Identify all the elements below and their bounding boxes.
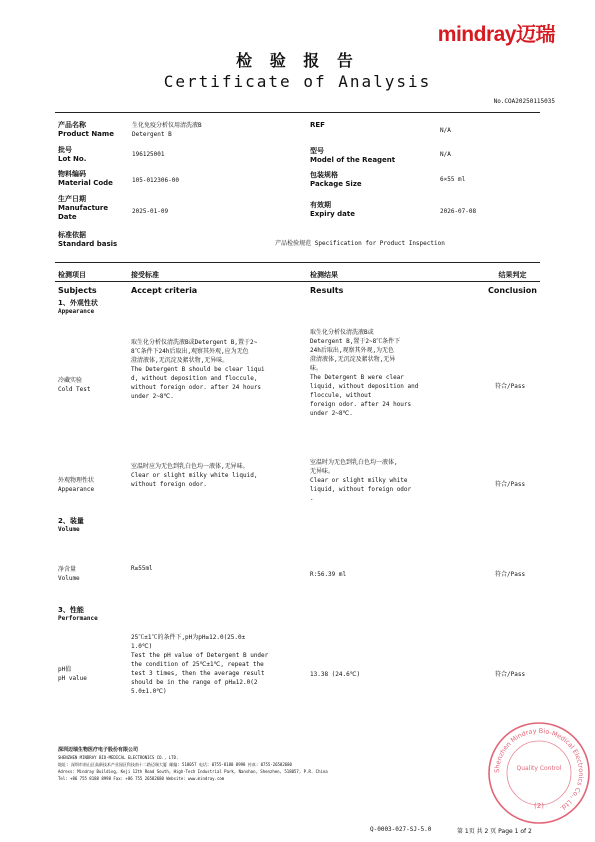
header-conclusion-cn: 结果判定 (498, 271, 527, 279)
table-row-criteria: R≥55ml (131, 565, 153, 572)
table-row-result: R:56.39 ml (310, 571, 347, 578)
company-name-en: SHENZHEN MINDRAY BIO-MEDICAL ELECTRONICS CO., LTD. (58, 755, 179, 760)
header-conclusion-en: Conclusion (488, 286, 537, 295)
header-subjects-en: Subjects (58, 286, 97, 295)
section-volume (58, 516, 84, 533)
section-title-en: Appearance (58, 308, 95, 315)
lot-cn: 批号 (58, 146, 72, 154)
model-value: N/A (440, 151, 451, 158)
header-conclusion (488, 270, 537, 295)
header-criteria-en: Accept criteria (131, 286, 198, 295)
address-cn: 地址: 深圳市南山区高新技术产业园区科技南十二路迈瑞大厦 邮编: 518057 电话: 0755-8188 8998 传真: 0755-26582680 (58, 762, 292, 767)
header-criteria-cn: 接受标准 (131, 271, 159, 279)
title-cn: 检 验 报 告 (236, 51, 359, 70)
table-row-conclusion: 符合/Pass (495, 671, 526, 678)
mindray-logo (438, 18, 555, 47)
address-en: Adress: Mindray Building, Keji 12th Road South, High-Tech Industrial Park, Nanshan, Shenzhen, 518057, P.R. China (58, 769, 328, 774)
std-cn: 标准依据 (58, 231, 86, 239)
std-value: 产品检验规范 Specification for Product Inspection (275, 240, 445, 247)
header-results (310, 270, 343, 295)
model-label (310, 146, 395, 164)
package-value: 6×55 ml (440, 176, 466, 183)
mfg-en: Manufacture Date (58, 204, 109, 221)
section-appearance (58, 298, 98, 315)
table-row-subject: 外观物理性状 Appearance (58, 477, 95, 493)
divider (55, 281, 540, 282)
product-name-en: Product Name (58, 130, 114, 138)
section-performance (58, 605, 98, 622)
stamp-ring-text: Shenzhen Mindray Bio-Medical Electronics Co., Ltd. (492, 726, 586, 813)
lot-value: 196125001 (132, 151, 165, 158)
expiry-value: 2026-07-08 (440, 208, 477, 215)
material-value: 105-012306-00 (132, 177, 179, 184)
table-row-conclusion: 符合/Pass (495, 383, 526, 390)
package-label (310, 170, 362, 188)
company-name-cn: 深圳迈瑞生物医疗电子股份有限公司 (58, 747, 139, 753)
report-number: No.COA20250115035 (493, 98, 555, 105)
table-row-subject: 冷藏实验 Cold Test (58, 377, 91, 393)
stamp-graphic (486, 720, 592, 826)
table-row-criteria: 取生化分析仪清洗液B或Detergent B,置于2~ 8℃条件下24h后取出,观察其外观,应为无色 澄清液体,无沉淀及絮状物,无异味。 The Detergent B should be clear liqui d, without deposition and floccule, without foreign odor. after 24 hours under 2~8℃. (131, 339, 265, 400)
material-en: Material Code (58, 179, 113, 187)
product-name-value: 生化免疫分析仪用清洗液B Detergent B (132, 122, 202, 138)
expiry-label (310, 200, 355, 218)
mfg-value: 2025-01-09 (132, 208, 169, 215)
table-row-result: 取生化分析仪清洗液B或 Detergent B,置于2~8℃条件下 24h后取出,观察其外观,为无色 澄清液体,无沉淀及絮状物,无异 味。 The Detergent B were clear liquid, without deposition and floccule, without foreign odor. after 24 hours under 2~8℃. (310, 329, 419, 417)
header-subjects-cn: 检测项目 (58, 271, 86, 279)
package-en: Package Size (310, 180, 362, 188)
table-row-subject: pH值 pH value (58, 666, 87, 682)
table-row-result: 13.38 (24.6℃) (310, 671, 361, 678)
section-title-en: Performance (58, 615, 98, 622)
material-cn: 物料编码 (58, 170, 86, 178)
table-row-conclusion: 符合/Pass (495, 481, 526, 488)
header-results-cn: 检测结果 (310, 271, 338, 279)
package-cn: 包装规格 (310, 171, 338, 179)
model-en: Model of the Reagent (310, 156, 396, 164)
document-code: Q-0003-027-SJ-5.0 (370, 826, 432, 833)
mfg-label (58, 194, 108, 222)
ref-value: N/A (440, 127, 451, 134)
logo-cn: 迈瑞 (516, 22, 555, 46)
divider (55, 262, 540, 263)
expiry-cn: 有效期 (310, 201, 331, 209)
model-cn: 型号 (310, 147, 324, 155)
product-name-label (58, 120, 114, 138)
lot-label (58, 145, 86, 163)
mfg-cn: 生产日期 (58, 195, 86, 203)
table-row-criteria: 25℃±1℃的条件下,pH为pH≥12.0(25.0± 1.0℃) Test the pH value of Detergent B under the condition of 25℃±1℃, repeat the test 3 times, then the average result should be in the range of pH≥12.0(2 5.0±1.0℃) (131, 634, 269, 695)
product-name-cn: 产品名称 (58, 121, 86, 129)
logo-text: mindray (437, 23, 516, 46)
section-title-en: Volume (58, 526, 80, 533)
header-results-en: Results (310, 286, 344, 295)
table-row-conclusion: 符合/Pass (495, 571, 526, 578)
stamp-inner-text: Quality Control (516, 765, 562, 772)
section-title-cn: 1、外观性状 (58, 299, 98, 307)
table-row-criteria: 室温时应为无色到乳白色均一液体,无异味。 Clear or slight milky white liquid, without foreign odor. (131, 463, 258, 488)
std-en: Standard basis (58, 240, 118, 248)
header-subjects (58, 270, 97, 295)
page-indicator: 第 1页 共 2 页 Page 1 of 2 (457, 828, 532, 835)
material-label (58, 169, 113, 187)
expiry-en: Expiry date (310, 210, 355, 218)
header-criteria (131, 270, 197, 295)
section-title-cn: 2、装量 (58, 517, 84, 525)
table-row-subject: 净含量 Volume (58, 566, 80, 582)
ref-label: REF (310, 121, 325, 129)
section-title-cn: 3、性能 (58, 606, 84, 614)
table-row-result: 室温时为无色到乳白色均一液体, 无异味。 Clear or slight milky white liquid, without foreign odor . (310, 459, 412, 502)
divider (55, 112, 540, 113)
quality-stamp (486, 720, 592, 826)
title-en: Certificate of Analysis (163, 72, 432, 91)
stamp-number: (2) (534, 802, 544, 810)
lot-en: Lot No. (58, 155, 87, 163)
contact-info: Tel: +86 755 8188 8998 Fax: +86 755 26582680 Website: www.mindray.com (58, 776, 225, 781)
